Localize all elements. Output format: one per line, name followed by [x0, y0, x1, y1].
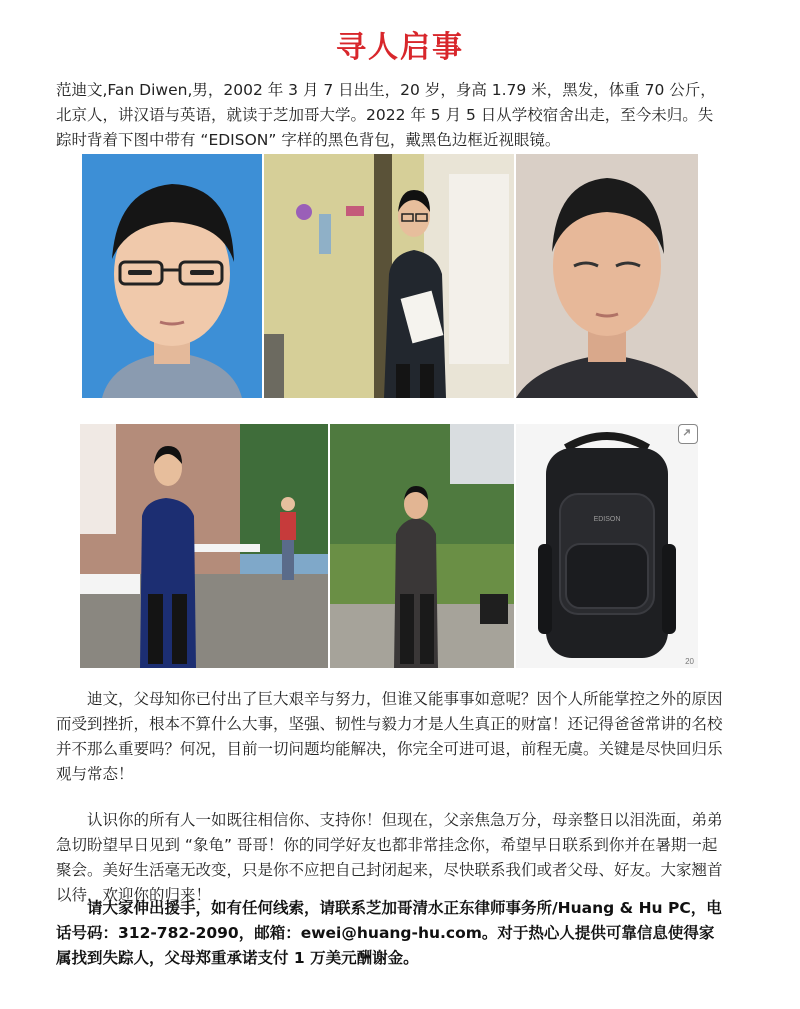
park-photo [330, 424, 514, 668]
hallway-photo [264, 154, 514, 398]
intro-paragraph: 范迪文,Fan Diwen,男，2002 年 3 月 7 日出生，20 岁，身高 1.79 米，黑发，体重 70 公斤，北京人，讲汉语与英语，就读于芝加哥大学。2022 年 5 月 5 日从学校宿舍出走，至今未归。失踪时背着下图中带有 “EDISON” 字样的黑色背包，戴黑色边框近视眼镜。 [56, 81, 716, 149]
campus-table-photo [80, 424, 328, 668]
backpack-photo [516, 424, 698, 668]
share-icon[interactable] [678, 424, 698, 444]
message-paragraph-2: 认识你的所有人一如既往相信你、支持你！但现在，父亲焦急万分，母亲整日以泪洗面，弟弟急切盼望早日见到 “象龟” 哥哥！你的同学好友也都非常挂念你，希望早日联系到你并在暑期一起聚会。美好生活毫无改变，只是你不应把自己封闭起来，尽快联系我们或者父母、好友。大家翘首以待，欢迎你的归来！ [56, 811, 723, 904]
bag-brand-label: EDISON [593, 516, 621, 523]
passport-photo-glasses [82, 154, 262, 398]
bag-size-label: 20 [685, 657, 694, 666]
page-title: 寻人启事 [336, 30, 464, 65]
id-photo-plain [516, 154, 698, 398]
message-paragraph-1: 迪文，父母知你已付出了巨大艰辛与努力，但谁又能事事如意呢？因个人所能掌控之外的原因而受到挫折，根本不算什么大事，坚强、韧性与毅力才是人生真正的财富！还记得爸爸常讲的名校并不那么重要吗？何况，目前一切问题均能解决，你完全可进可退，前程无虞。关键是尽快回归乐观与常态！ [56, 690, 723, 783]
appeal-contact-paragraph: 请大家伸出援手，如有任何线索，请联系芝加哥清水正东律师事务所/Huang & Hu PC，电话号码：312-782-2090，邮箱：ewei@huang-hu.com。对于热心人提供可靠信息使得家属找到失踪人，父母郑重承诺支付 1 万美元酬谢金。 [56, 899, 722, 967]
